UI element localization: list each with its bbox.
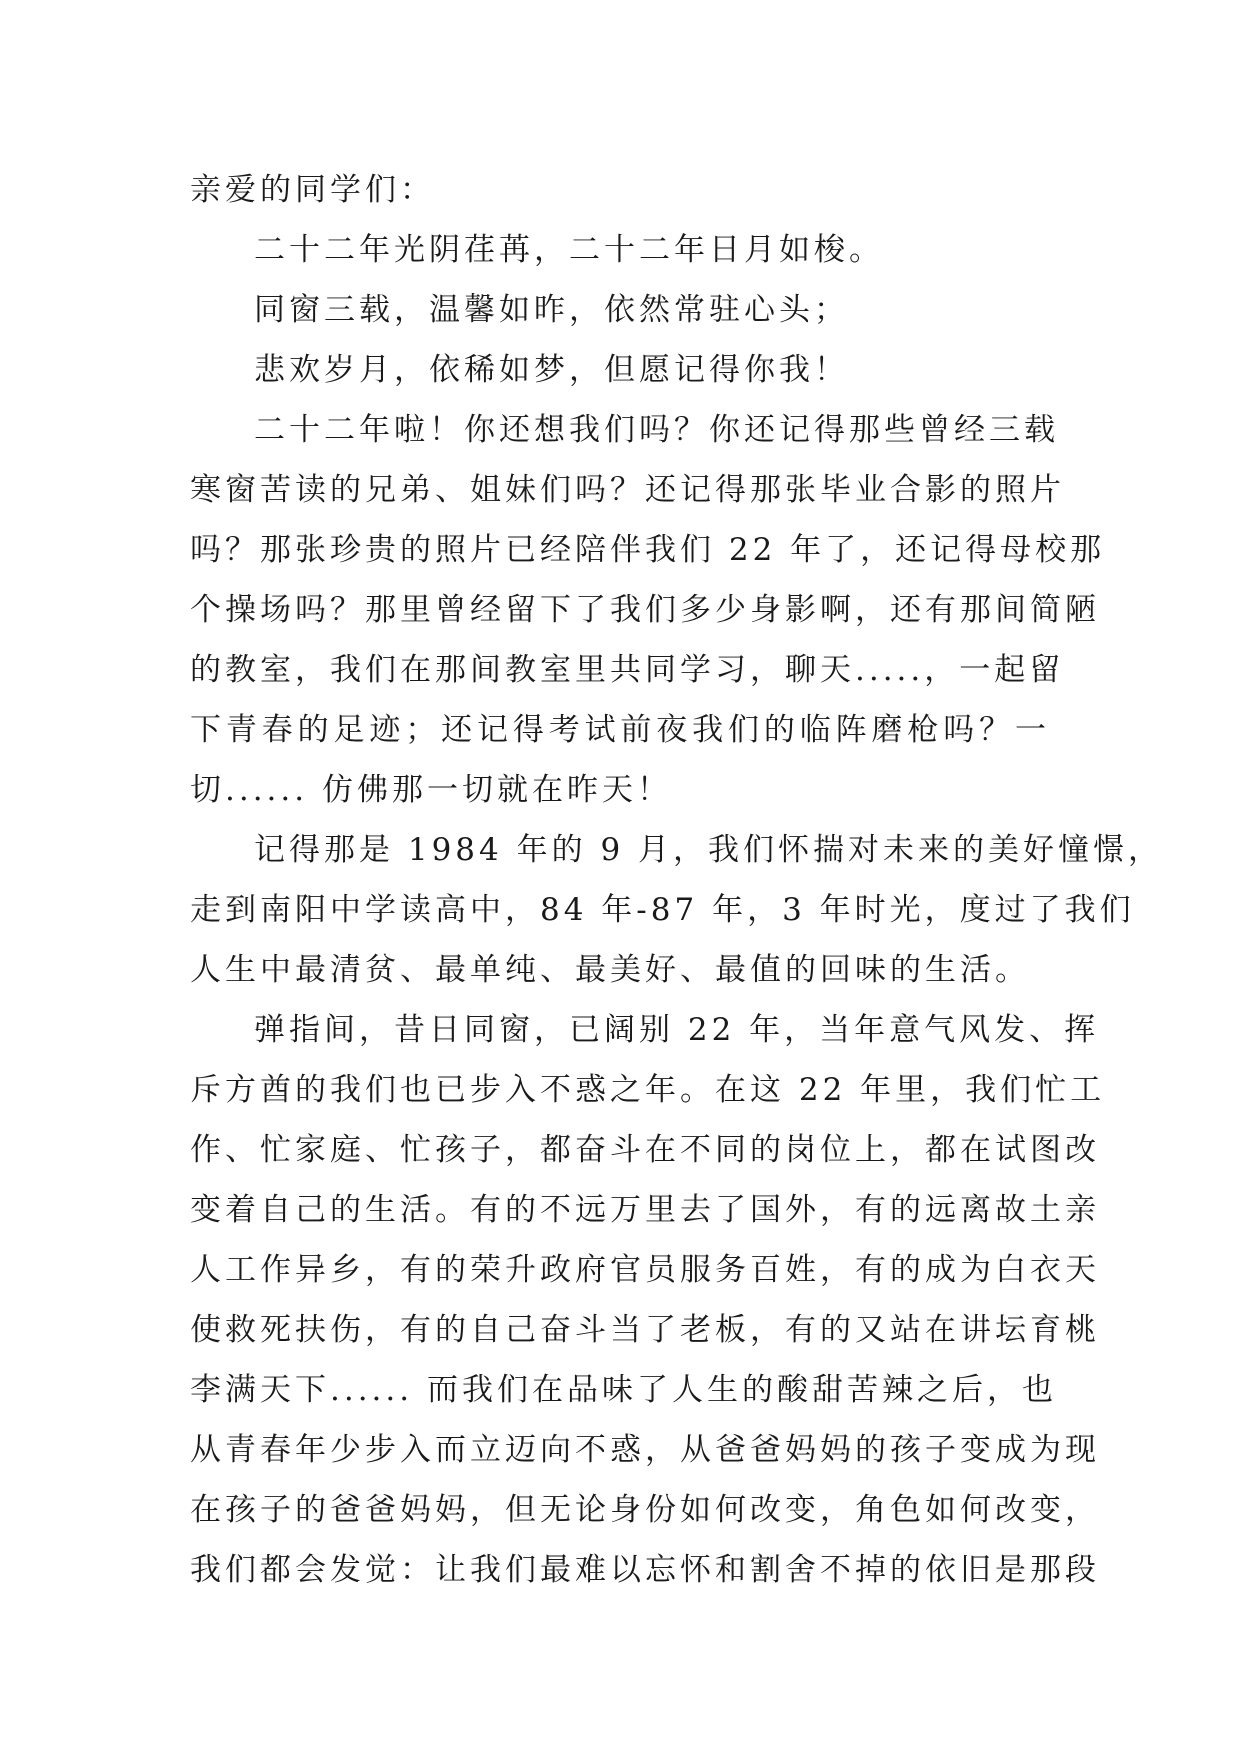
- text-line: 人工作异乡，有的荣升政府官员服务百姓，有的成为白衣天: [190, 1252, 1100, 1288]
- text-line: 在孩子的爸爸妈妈，但无论身份如何改变，角色如何改变，: [190, 1492, 1100, 1528]
- text-line: 从青春年少步入而立迈向不惑，从爸爸妈妈的孩子变成为现: [190, 1432, 1100, 1468]
- letter-body: [190, 160, 1164, 1600]
- text-line: 切...... 仿佛那一切就在昨天！: [190, 772, 672, 808]
- salutation-line: 亲爱的同学们：: [190, 172, 435, 208]
- text-line: 悲欢岁月，依稀如梦，但愿记得你我！: [254, 352, 849, 388]
- text-line: 下青春的足迹；还记得考试前夜我们的临阵磨枪吗？一: [190, 712, 1050, 748]
- text-line: 的教室，我们在那间教室里共同学习，聊天.....，一起留: [190, 652, 1065, 688]
- text-line: 人生中最清贫、最单纯、最美好、最值的回味的生活。: [190, 952, 1030, 988]
- text-line: 个操场吗？那里曾经留下了我们多少身影啊，还有那间简陋: [190, 592, 1100, 628]
- text-line: 变着自己的生活。有的不远万里去了国外，有的远离故土亲: [190, 1192, 1100, 1228]
- text-line: 作、忙家庭、忙孩子，都奋斗在不同的岗位上，都在试图改: [190, 1132, 1100, 1168]
- text-line: 弹指间，昔日同窗，已阔别 22 年，当年意气风发、挥: [254, 1012, 1100, 1048]
- text-line: 二十二年光阴荏苒，二十二年日月如梭。: [254, 232, 884, 268]
- text-line: 同窗三载，温馨如昨，依然常驻心头；: [254, 292, 849, 328]
- text-line: 我们都会发觉：让我们最难以忘怀和割舍不掉的依旧是那段: [190, 1552, 1100, 1588]
- text-line: 记得那是 1984 年的 9 月，我们怀揣对未来的美好憧憬，: [254, 832, 1164, 868]
- text-line: 寒窗苦读的兄弟、姐妹们吗？还记得那张毕业合影的照片: [190, 472, 1065, 508]
- text-line: 使救死扶伤，有的自己奋斗当了老板，有的又站在讲坛育桃: [190, 1312, 1100, 1348]
- text-line: 李满天下...... 而我们在品味了人生的酸甜苦辣之后，也: [190, 1372, 1057, 1408]
- text-line: 二十二年啦！你还想我们吗？你还记得那些曾经三载: [254, 412, 1059, 448]
- text-line: 吗？那张珍贵的照片已经陪伴我们 22 年了，还记得母校那: [190, 532, 1106, 568]
- text-line: 走到南阳中学读高中，84 年-87 年，3 年时光，度过了我们: [190, 892, 1135, 928]
- text-line: 斥方酋的我们也已步入不惑之年。在这 22 年里，我们忙工: [190, 1072, 1106, 1108]
